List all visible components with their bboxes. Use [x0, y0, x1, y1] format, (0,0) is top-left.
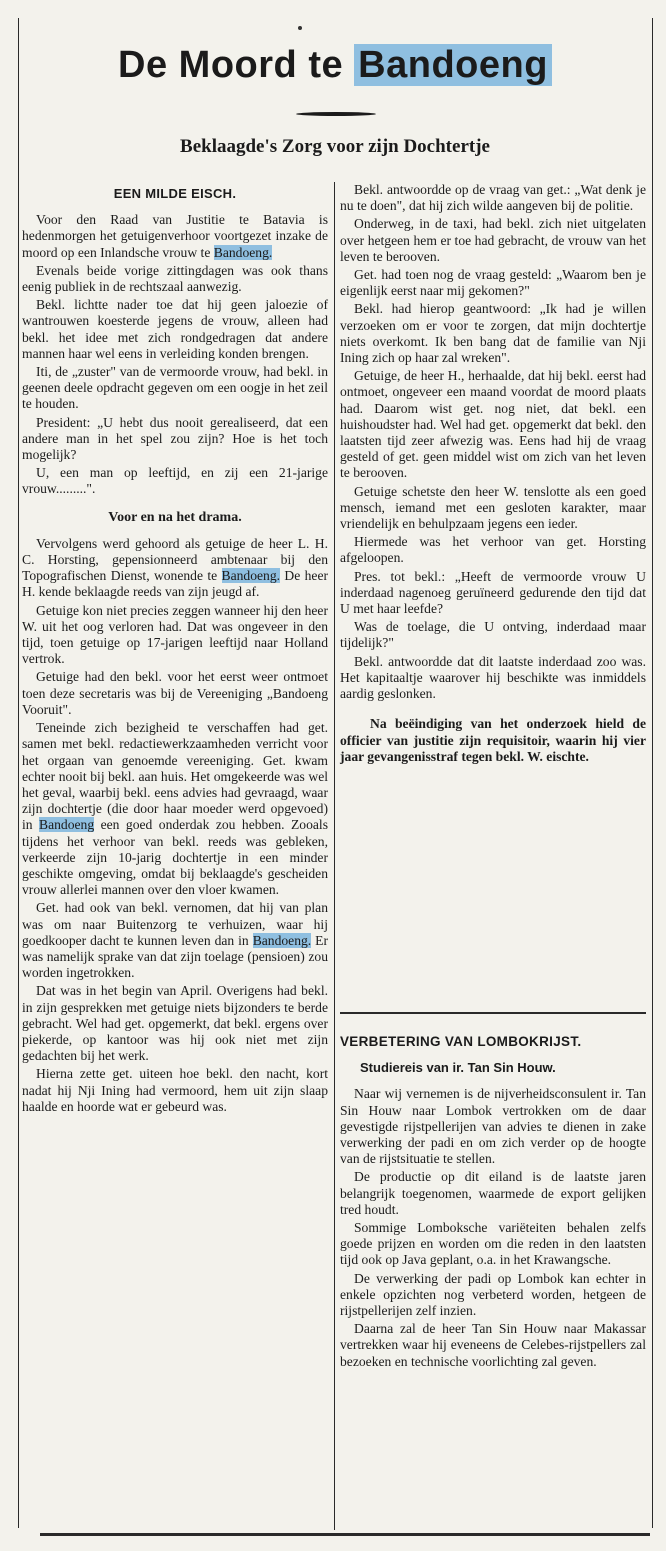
paragraph: Getuige, de heer H., herhaalde, dat hij bekl. eerst had ontmoet, ongeveer een maand voordat de moord plaats had. Daarom wist get. nog niet, dat bekl. een huishoudster had. Wel had get. opgemerkt dat bekl. den laatsten tijd zeer afwezig was. Eens had hij de vraag gesteld of get. geen middel wist om zich van het leven te berooven. — [340, 368, 646, 481]
headline-highlight: Bandoeng — [354, 44, 552, 86]
left-column — [22, 180, 328, 1117]
paragraph: Get. had toen nog de vraag gesteld: „Waarom ben je eigenlijk eerst naar mij gekomen?" — [340, 267, 646, 299]
paragraph: Voor den Raad van Justitie te Batavia is hedenmorgen het getuigenverhoor voortgezet inzake de moord op een Inlandsche vrouw te Bandoeng. — [22, 212, 328, 260]
paragraph: Bekl. antwoordde op de vraag van get.: „Wat denk je nu te doen", dat hij zich wilde aangeven bij de politie. — [340, 182, 646, 214]
paragraph: Hierna zette get. uiteen hoe bekl. den nacht, kort nadat hij Nji Ining had vermoord, hem uit zijn slaap haalde en hoorde wat er gebeurd was. — [22, 1066, 328, 1114]
paragraph: U, een man op leeftijd, en zij een 21-jarige vrouw.........". — [22, 465, 328, 497]
second-article — [340, 1034, 646, 1372]
paragraph: Was de toelage, die U ontving, inderdaad maar tijdelijk?" — [340, 619, 646, 651]
section-heading: Voor en na het drama. — [108, 509, 242, 525]
highlighted-term: Bandoeng. — [221, 568, 281, 584]
paragraph: President: „U hebt dus nooit gerealiseerd, dat een andere man in het spel zou zijn? Hoe is het toch mogelijk? — [22, 414, 328, 463]
section-heading: EEN MILDE EISCH. — [113, 186, 237, 201]
paragraph: Getuige had den bekl. voor het eerst weer ontmoet toen deze secretaris was bij de Vereeniging „Bandoeng Vooruit". — [22, 669, 328, 717]
paragraph: Get. had ook van bekl. vernomen, dat hij van plan was om naar Buitenzorg te verhuizen, waar hij goedkooper dacht te kunnen leven dan in Bandoeng. Er was namelijk sprake van dat zijn toelage (pensioen) zou worden ingetrokken. — [22, 900, 329, 981]
paragraph: Teneinde zich bezigheid te verschaffen had get. samen met bekl. redactiewerkzaamheden verricht voor het orgaan van genoemde vereeniging. Get. kwam echter nooit bij bekl. aan huis. Het omgekeerde was wel het geval, waarbij bekl. eens advies had gevraagd, waar zijn dochtertje (die door haar moeder werd opgevoed) in Bandoeng een goed onderdak zou hebben. Zooals tijdens het verhoor van bekl. reeds was gebleken, verkeerde zijn 10-jarig dochtertje in een minder geschikte omgeving, omdat bij beklaagde's gescheiden vrouw allerlei mannen over den vloer kwamen. — [22, 720, 328, 898]
article-separator — [340, 1012, 646, 1014]
paragraph: Getuige kon niet precies zeggen wanneer hij den heer W. uit het oog verloren had. Dat was ongeveer in den tijd, toen getuige op 17-jarigen leeftijd naar Holland vertrok. — [22, 602, 328, 667]
section-heading: VERBETERING VAN LOMBOKRIJST. — [340, 1034, 582, 1049]
left-border-rule — [18, 18, 19, 1528]
paragraph: Hiermede was het verhoor van get. Horsting afgeloopen. — [340, 534, 646, 566]
paragraph: Getuige schetste den heer W. tenslotte als een goed mensch, iemand met een gesloten karakter, maar vriendelijk en behulpzaam jegens een ieder. — [340, 483, 646, 532]
subtitle: Beklaagde's Zorg voor zijn Dochtertje — [180, 136, 490, 157]
highlighted-term: Bandoeng. — [252, 932, 312, 948]
column-divider — [334, 182, 335, 1530]
sub-heading: Studiereis van ir. Tan Sin Houw. — [360, 1060, 556, 1076]
paragraph: Iti, de „zuster" van de vermoorde vrouw, had bekl. in geenen deele opdracht gegeven om een oogje in het zeil te houden. — [22, 364, 328, 412]
paragraph: Bekl. antwoordde dat dit laatste inderdaad zoo was. Het kapitaaltje waarover hij beschikte was inmiddels aardig geslonken. — [340, 653, 646, 702]
paragraph: Bekl. lichtte nader toe dat hij geen jaloezie of wantrouwen koesterde jegens de vrouw, alleen had bekl. het idee met zich rondgedragen dat andere mannen haar wel eens in verleiding konden brengen. — [22, 297, 328, 361]
bottom-rule — [40, 1533, 650, 1536]
highlighted-term: Bandoeng. — [213, 244, 273, 260]
ornament-rule — [296, 112, 376, 116]
headline — [40, 44, 630, 87]
paragraph: Onderweg, in de taxi, had bekl. zich niet uitgelaten over hetgeen hem er toe had gebracht, de vrouw van het leven te berooven. — [340, 216, 646, 264]
closing-paragraph: Na beëindiging van het onderzoek hield de officier van justitie zijn requisitoir, waarin hij vier jaar gevangenisstraf tegen bekl. W. eischte. — [340, 716, 646, 764]
paragraph: De productie op dit eiland is de laatste jaren belangrijk toegenomen, waarmede de export gelijken tred houdt. — [340, 1169, 646, 1217]
paragraph: Daarna zal de heer Tan Sin Houw naar Makassar vertrekken waar hij eveneens de Celebes-rijstpellers zal bezoeken en technische voorlichting zal geven. — [340, 1321, 646, 1369]
right-column — [340, 182, 646, 767]
paragraph: Naar wij vernemen is de nijverheidsconsulent ir. Tan Sin Houw naar Lombok vertrokken om de daar gevestigde rijstpellerijen van advies te dienen in zake verwerking der padi en om zich verder op de hoogte van de rijstsituatie te stellen. — [340, 1086, 646, 1167]
paragraph: Dat was in het begin van April. Overigens had bekl. in zijn gesprekken met getuige niets bijzonders te berde gebracht. Wel had get. opgemerkt, dat bekl. ergens over piekerde, op kantoor was hij ook niet met zijn gedachten bij het werk. — [22, 983, 328, 1064]
paragraph: Evenals beide vorige zittingdagen was ook thans eenig publiek in de rechtszaal aanwezig. — [22, 262, 328, 295]
paragraph: De verwerking der padi op Lombok kan echter in enkele opzichten nog verbeterd worden, hetgeen de rijstpellerijen zelf inzien. — [340, 1270, 646, 1319]
paragraph: Vervolgens werd gehoord als getuige de heer L. H. C. Horsting, gepensionneerd ambtenaar bij den Topografischen Dienst, wonende te Bandoeng. De heer H. kende beklaagde reeds van zijn jeugd af. — [22, 535, 329, 600]
highlighted-term: Bandoeng — [39, 817, 95, 833]
paragraph: Sommige Lomboksche variëteiten behalen zelfs goede prijzen en worden om die reden in den laatsten tijd ook op Java geplant, o.a. in het Krawangsche. — [340, 1220, 646, 1268]
paragraph: Pres. tot bekl.: „Heeft de vermoorde vrouw U inderdaad nagenoeg geruïneerd gedurende den tijd dat U met haar leefde? — [340, 568, 646, 617]
headline-text: De Moord te — [118, 44, 344, 86]
ornament-dot — [298, 26, 302, 30]
right-border-rule — [652, 18, 653, 1528]
paragraph: Bekl. had hierop geantwoord: „Ik had je willen verzoeken om er voor te zorgen, dat mijn dochtertje niets overkomt. Ik ben bang dat de familie van Nji Ining zich op haar zal wreken". — [340, 301, 646, 366]
